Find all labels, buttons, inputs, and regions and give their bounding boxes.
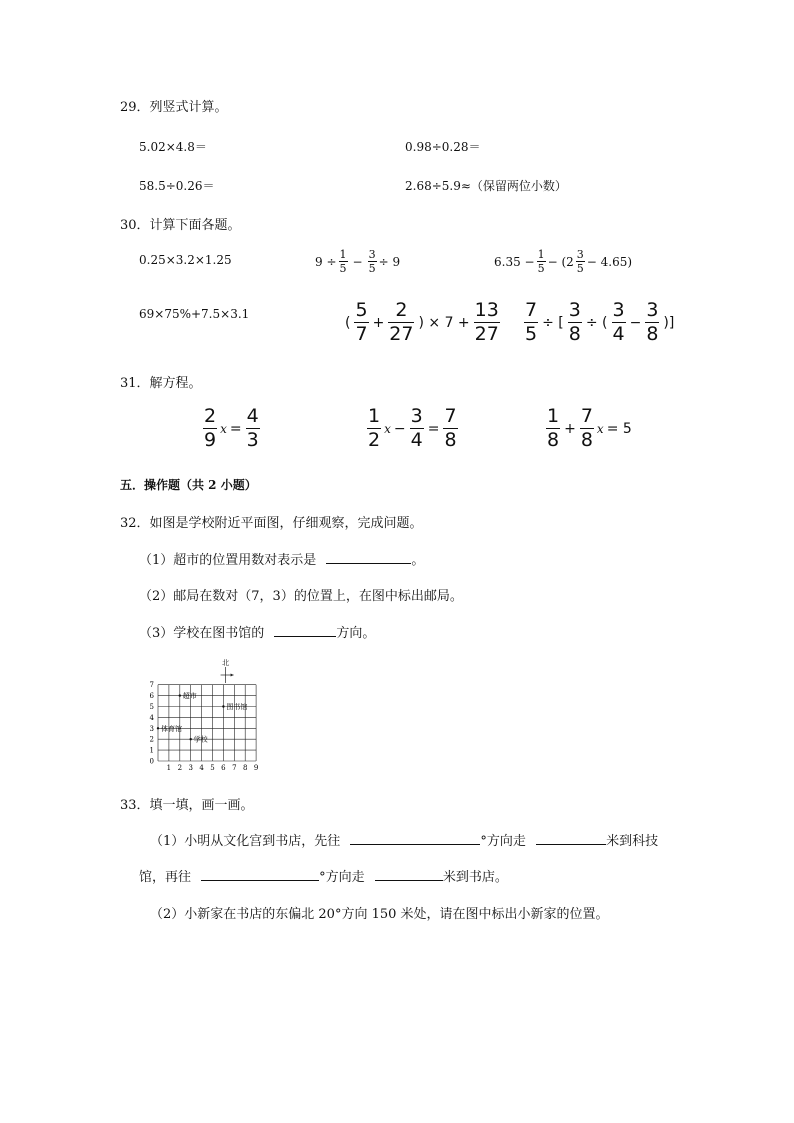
school-map: [138, 655, 263, 779]
numerator: 3: [576, 248, 584, 261]
y-tick-label: 0: [149, 757, 154, 766]
numerator: 7: [580, 405, 593, 427]
numerator: 4: [246, 405, 259, 427]
x-tick-label: 4: [199, 764, 204, 772]
denominator: 8: [646, 323, 659, 345]
question-text: 米到书店。: [442, 870, 508, 885]
fraction: [203, 407, 217, 450]
operator: = 5: [606, 420, 632, 437]
north-arrow-head: [231, 674, 234, 677]
q33-part-1-line-1: [150, 830, 658, 849]
fraction: [580, 407, 594, 450]
operator: −: [393, 420, 406, 437]
question-text: 方向。: [336, 626, 376, 641]
direction-blank[interactable]: [350, 832, 480, 845]
expr-text: − (2: [547, 254, 574, 269]
place-point: [157, 727, 159, 729]
operator: −: [352, 254, 363, 269]
denominator: 5: [576, 262, 584, 275]
numerator: 2: [395, 299, 408, 321]
numerator: 1: [368, 405, 381, 427]
q29-item-2: 0.98÷0.28＝: [405, 140, 481, 154]
q32-part-3: [139, 622, 375, 641]
numerator: 2: [204, 405, 217, 427]
place-label: 体育馆: [161, 724, 182, 733]
answer-blank[interactable]: [274, 624, 336, 637]
numerator: 3: [568, 299, 581, 321]
operator: −: [629, 314, 642, 331]
denominator: 8: [568, 323, 581, 345]
numerator: 3: [646, 299, 659, 321]
q32-part-2: （2）邮局在数对（7，3）的位置上，在图中标出邮局。: [139, 589, 463, 604]
y-tick-label: 7: [149, 681, 154, 690]
question-text: 米到科技: [606, 834, 659, 849]
fraction: [568, 301, 582, 344]
expr-text: ÷ 9: [378, 254, 401, 269]
q31-title: 31．解方程。: [120, 376, 202, 391]
q29-item-1: 5.02×4.8＝: [139, 140, 207, 154]
x-tick-label: 9: [253, 764, 259, 772]
numerator: 13: [474, 299, 499, 321]
denominator: 4: [612, 323, 625, 345]
operator: +: [564, 420, 576, 437]
denominator: 27: [389, 323, 414, 345]
place-point: [190, 738, 192, 740]
numerator: 7: [444, 405, 457, 427]
place-label: 超市: [182, 692, 197, 701]
fraction: [537, 249, 546, 274]
expr-text: 6.35 −: [494, 254, 535, 269]
question-text: °方向走: [319, 870, 365, 885]
place-label: 学校: [193, 735, 208, 744]
expr-text: 9 ÷: [315, 254, 337, 269]
q29-title: 29．列竖式计算。: [120, 100, 228, 115]
fraction: [524, 301, 538, 344]
answer-blank[interactable]: [326, 551, 411, 564]
denominator: 8: [444, 429, 457, 451]
place-label: 图书馆: [226, 703, 248, 711]
numerator: 5: [355, 299, 368, 321]
q30-title: 30．计算下面各题。: [120, 218, 241, 233]
operator: ÷ (: [585, 314, 608, 331]
q29-item-4: 2.68÷5.9≈（保留两位小数）: [405, 179, 567, 193]
q33-part-1-line-2: [139, 866, 508, 885]
q31-equation-3: [544, 407, 634, 450]
denominator: 4: [410, 429, 423, 451]
fraction: [546, 407, 560, 450]
x-tick-label: 8: [242, 764, 248, 772]
question-text: 馆，再往: [139, 870, 192, 885]
variable: x: [596, 421, 604, 436]
denominator: 5: [339, 262, 347, 275]
denominator: 9: [204, 429, 217, 451]
y-tick-label: 2: [149, 735, 154, 744]
denominator: 7: [355, 323, 368, 345]
fraction: [612, 301, 626, 344]
fraction: [576, 249, 585, 274]
q32-part-1: [139, 549, 424, 568]
direction-blank[interactable]: [201, 868, 319, 881]
numerator: 3: [612, 299, 625, 321]
denominator: 5: [537, 262, 545, 275]
numerator: 1: [339, 248, 347, 261]
map-grid: [138, 655, 263, 775]
operator: (: [345, 314, 351, 331]
fraction: [645, 301, 659, 344]
fraction: [368, 249, 377, 274]
x-tick-label: 3: [188, 764, 193, 772]
distance-blank[interactable]: [536, 832, 606, 845]
y-tick-label: 4: [149, 713, 154, 722]
q33-title: 33．填一填，画一画。: [120, 798, 254, 813]
q30-expr-6: [522, 301, 676, 344]
operator: )]: [663, 314, 675, 331]
numerator: 1: [547, 405, 560, 427]
operator: +: [372, 314, 385, 331]
x-tick-label: 5: [210, 764, 215, 772]
numerator: 3: [410, 405, 423, 427]
north-label: 北: [222, 659, 230, 667]
expr-text: − 4.65): [586, 254, 633, 269]
denominator: 5: [525, 323, 538, 345]
distance-blank[interactable]: [375, 868, 443, 881]
q30-expr-4: 69×75%+7.5×3.1: [139, 307, 250, 321]
fraction: [474, 301, 500, 344]
x-tick-label: 1: [166, 764, 172, 772]
section-heading: 五．操作题（共 2 小题）: [120, 478, 257, 492]
operator: ) × 7 +: [418, 314, 470, 331]
operator: =: [427, 420, 440, 437]
variable: x: [220, 421, 227, 436]
q30-expr-1: 0.25×3.2×1.25: [139, 253, 232, 267]
fraction: [246, 407, 260, 450]
x-tick-label: 2: [177, 764, 183, 772]
operator: =: [229, 420, 242, 437]
q33-part-2: （2）小新家在书店的东偏北 20°方向 150 米处，请在图中标出小新家的位置。: [150, 907, 609, 922]
numerator: 3: [368, 248, 376, 261]
question-text: （1）小明从文化宫到书店，先往: [150, 834, 341, 849]
question-text: （3）学校在图书馆的: [139, 626, 265, 641]
y-tick-label: 1: [149, 746, 154, 755]
place-point: [179, 694, 181, 696]
q30-expr-5: [343, 301, 502, 344]
place-point: [222, 705, 224, 707]
x-tick-label: 7: [232, 764, 237, 772]
question-text: （1）超市的位置用数对表示是: [139, 553, 317, 568]
y-tick-label: 5: [149, 703, 154, 711]
q31-equation-1: [201, 407, 262, 450]
y-tick-label: 6: [149, 692, 154, 701]
fraction: [339, 249, 348, 274]
denominator: 3: [246, 429, 259, 451]
q32-title: 32．如图是学校附近平面图，仔细观察，完成问题。: [120, 516, 423, 531]
q30-expr-3: [494, 249, 632, 274]
denominator: 2: [368, 429, 381, 451]
numerator: 1: [537, 248, 545, 261]
y-tick-label: 3: [149, 724, 154, 733]
denominator: 5: [368, 262, 376, 275]
fraction: [367, 407, 381, 450]
question-text: °方向走: [480, 834, 526, 849]
denominator: 8: [580, 429, 593, 451]
fraction: [443, 407, 457, 450]
denominator: 8: [547, 429, 560, 451]
fraction: [354, 301, 368, 344]
fraction: [410, 407, 424, 450]
numerator: 7: [525, 299, 538, 321]
q30-expr-2: [315, 249, 400, 274]
fraction: [388, 301, 414, 344]
x-tick-label: 6: [221, 764, 226, 772]
denominator: 27: [474, 323, 499, 345]
q29-item-3: 58.5÷0.26＝: [139, 179, 215, 193]
q31-equation-2: [365, 407, 460, 450]
operator: ÷ [: [542, 314, 564, 331]
variable: x: [384, 421, 391, 436]
question-text: 。: [411, 553, 425, 568]
